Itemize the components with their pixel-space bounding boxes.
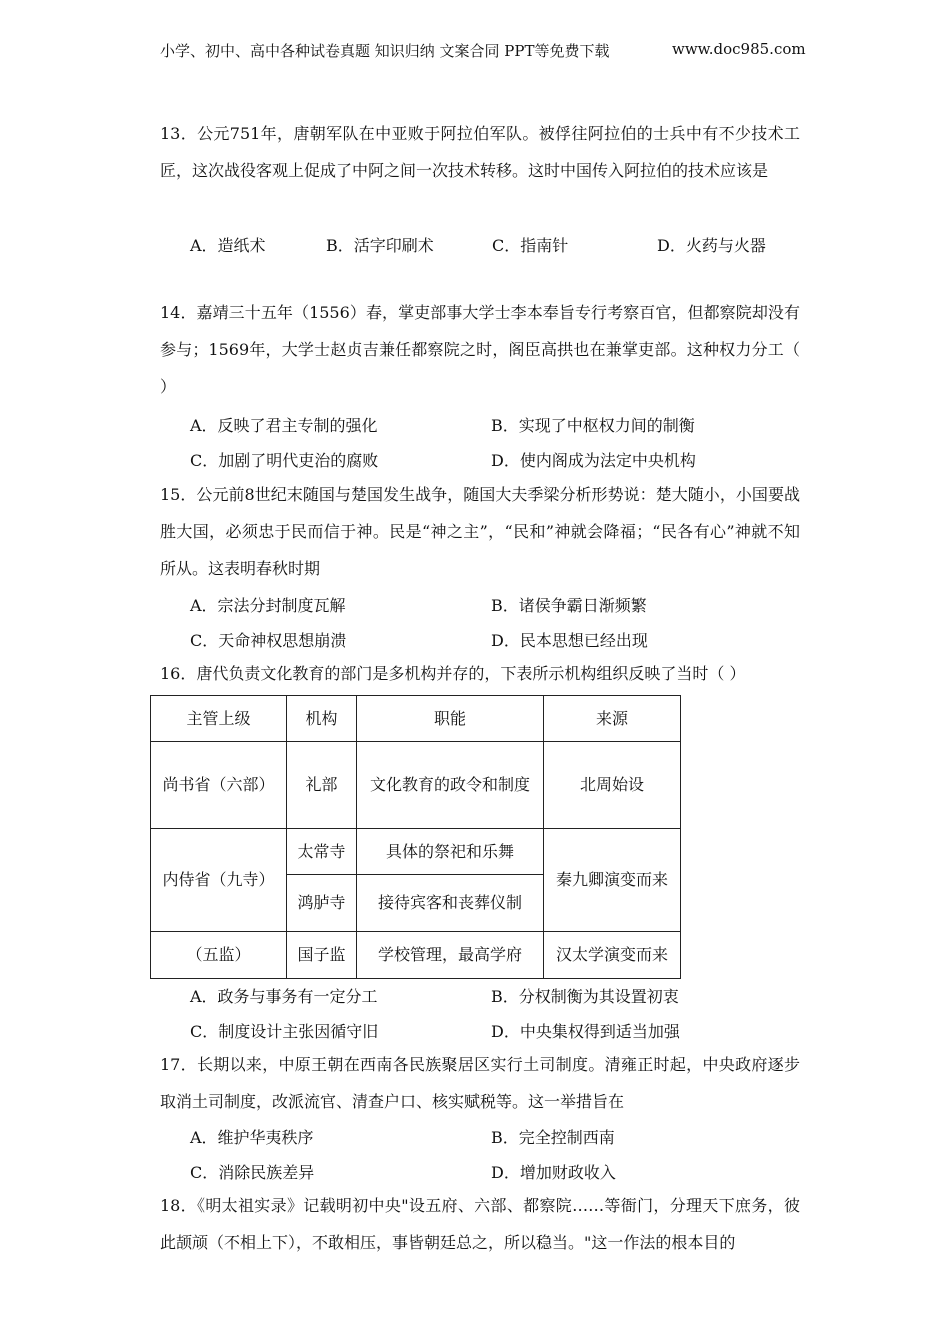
q15-option-d[interactable]: D．民本思想已经出现	[491, 631, 648, 650]
question-15-stem: 15．公元前8世纪末随国与楚国发生战争，随国大夫季梁分析形势说：楚大随小，小国要战胜大国，必须忠于民而信于神。民是“神之主”，“民和”神就会降福；“民各有心”神就不知所从。这表明春秋时期	[160, 485, 800, 578]
q17-option-a[interactable]: A．维护华夷秩序	[190, 1128, 314, 1147]
q16-option-c[interactable]: C．制度设计主张因循守旧	[190, 1022, 379, 1041]
table-row	[151, 828, 681, 874]
q14-option-b[interactable]: B．实现了中枢权力间的制衡	[491, 416, 695, 435]
table-cell: 接待宾客和丧葬仪制	[357, 875, 544, 931]
q16-option-d[interactable]: D．中央集权得到适当加强	[491, 1022, 680, 1041]
table-cell: 尚书省（六部）	[151, 742, 287, 829]
table-cell: 鸿胪寺	[287, 875, 357, 931]
q13-option-c[interactable]: C．指南针	[492, 236, 569, 255]
q13-option-d[interactable]: D．火药与火器	[657, 236, 766, 255]
q15-option-c[interactable]: C．天命神权思想崩溃	[190, 631, 347, 650]
table-cell: （五监）	[151, 931, 287, 978]
q17-option-b[interactable]: B．完全控制西南	[491, 1128, 615, 1147]
q14-option-c[interactable]: C．加剧了明代吏治的腐败	[190, 451, 379, 470]
table-header-cell: 职能	[357, 696, 544, 742]
q15-option-b[interactable]: B．诸侯争霸日渐频繁	[491, 596, 647, 615]
header-site: www.doc985.com	[672, 40, 806, 58]
table-cell: 文化教育的政令和制度	[357, 742, 544, 829]
q14-option-d[interactable]: D．使内阁成为法定中央机构	[491, 451, 696, 470]
table-cell: 北周始设	[544, 742, 681, 829]
page-header	[160, 40, 806, 61]
q14-option-a[interactable]: A．反映了君主专制的强化	[190, 416, 378, 435]
question-17-stem: 17．长期以来，中原王朝在西南各民族聚居区实行土司制度。清雍正时起，中央政府逐步取消土司制度，改派流官、清查户口、核实赋税等。这一举措旨在	[160, 1055, 800, 1111]
table-header-row	[151, 696, 681, 742]
header-text: 小学、初中、高中各种试卷真题 知识归纳 文案合同 PPT等免费下载	[160, 42, 610, 60]
table-cell: 学校管理，最高学府	[357, 931, 544, 978]
q13-option-b[interactable]: B．活字印刷术	[326, 236, 434, 255]
table-row	[151, 931, 681, 978]
table-cell: 太常寺	[287, 828, 357, 874]
question-18-stem: 18．《明太祖实录》记载明初中央"设五府、六部、都察院……等衙门，分理天下庶务，彼此颉颃（不相上下），不敢相压，事皆朝廷总之，所以稳当。"这一作法的根本目的	[160, 1196, 800, 1252]
table-row	[151, 742, 681, 829]
table-cell: 具体的祭祀和乐舞	[357, 828, 544, 874]
question-14-stem: 14．嘉靖三十五年（1556）春，掌吏部事大学士李本奉旨专行考察百官，但都察院却没有参与；1569年，大学士赵贞吉兼任都察院之时，阁臣高拱也在兼掌吏部。这种权力分工（ ）	[160, 303, 800, 396]
q13-option-a[interactable]: A．造纸术	[190, 236, 266, 255]
q17-option-c[interactable]: C．消除民族差异	[190, 1163, 315, 1182]
table-header-cell: 来源	[544, 696, 681, 742]
table-cell: 国子监	[287, 931, 357, 978]
question-13-stem: 13．公元751年，唐朝军队在中亚败于阿拉伯军队。被俘往阿拉伯的士兵中有不少技术工匠，这次战役客观上促成了中阿之间一次技术转移。这时中国传入阿拉伯的技术应该是	[160, 124, 800, 180]
table-cell: 礼部	[287, 742, 357, 829]
q16-option-a[interactable]: A．政务与事务有一定分工	[190, 987, 378, 1006]
q15-option-a[interactable]: A．宗法分封制度瓦解	[190, 596, 346, 615]
table-cell: 汉太学演变而来	[544, 931, 681, 978]
q17-option-d[interactable]: D．增加财政收入	[491, 1163, 616, 1182]
q16-option-b[interactable]: B．分权制衡为其设置初衷	[491, 987, 679, 1006]
table-cell: 内侍省（九寺）	[151, 828, 287, 931]
question-16-table	[150, 695, 681, 979]
table-header-cell: 主管上级	[151, 696, 287, 742]
table-cell: 秦九卿演变而来	[544, 828, 681, 931]
question-16-stem: 16．唐代负责文化教育的部门是多机构并存的，下表所示机构组织反映了当时（ ）	[160, 664, 746, 683]
table-header-cell: 机构	[287, 696, 357, 742]
